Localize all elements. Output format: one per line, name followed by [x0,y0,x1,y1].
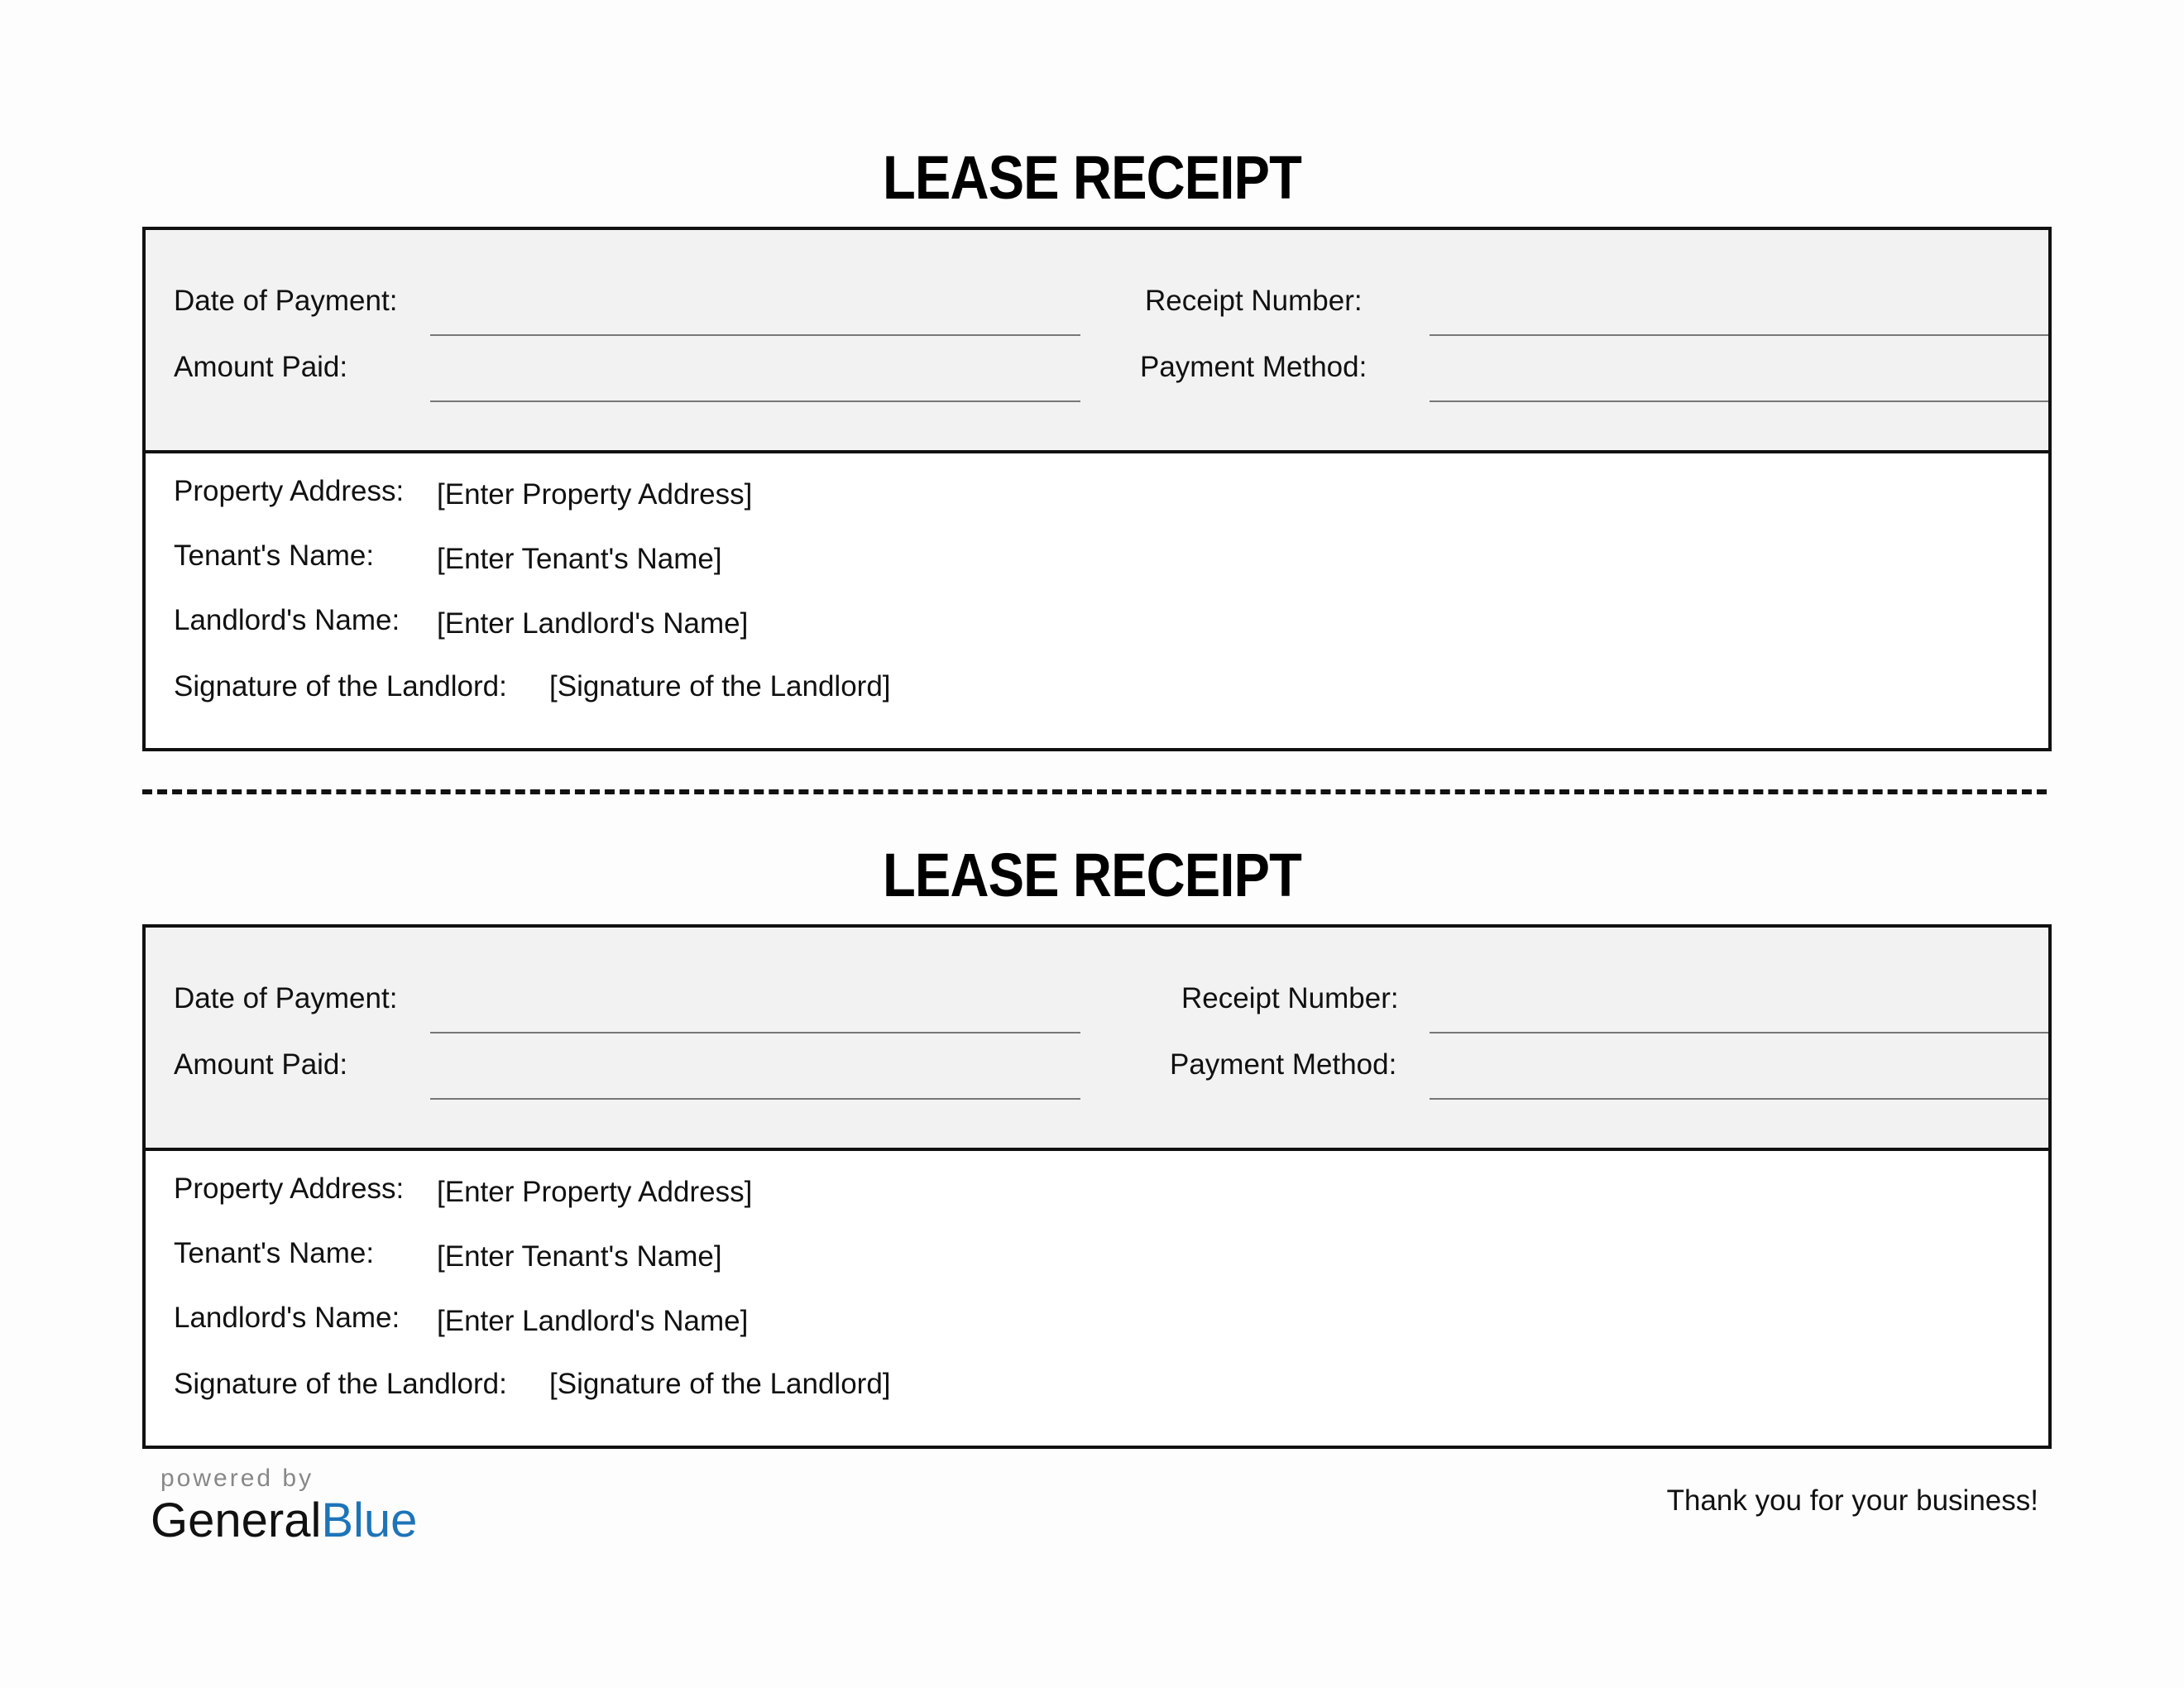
landlord-name-label: Landlord's Name: [174,1302,400,1334]
date-of-payment-label: Date of Payment: [174,285,398,317]
property-address-value[interactable]: [Enter Property Address] [437,478,753,511]
amount-paid-field[interactable] [430,400,1080,402]
receipt-form [142,227,2052,751]
thank-you-note: Thank you for your business! [1666,1484,2038,1517]
generalblue-logo [151,1465,417,1548]
property-address-label: Property Address: [174,475,405,507]
brand-general: General [151,1494,322,1547]
landlord-name-value[interactable]: [Enter Landlord's Name] [437,607,749,640]
tenant-name-label: Tenant's Name: [174,1237,375,1269]
date-of-payment-field[interactable] [430,334,1080,336]
tenant-name-value[interactable]: [Enter Tenant's Name] [437,543,722,575]
details-section [146,453,2048,748]
landlord-signature-label: Signature of the Landlord: [174,1368,507,1400]
details-section [146,1151,2048,1446]
receipt-number-label: Receipt Number: [1145,285,1363,317]
receipt-title: LEASE RECEIPT [883,841,1301,909]
brand-blue: Blue [321,1494,418,1547]
property-address-label: Property Address: [174,1172,405,1205]
receipt-title: LEASE RECEIPT [883,143,1301,212]
cut-line-divider [142,789,2047,794]
amount-paid-field[interactable] [430,1098,1080,1100]
tenant-name-value[interactable]: [Enter Tenant's Name] [437,1240,722,1273]
receipt-number-label: Receipt Number: [1181,982,1399,1014]
payment-method-field[interactable] [1430,400,2048,402]
landlord-signature-value[interactable]: [Signature of the Landlord] [549,1368,891,1400]
receipt-number-field[interactable] [1430,334,2048,336]
landlord-name-value[interactable]: [Enter Landlord's Name] [437,1305,749,1337]
date-of-payment-label: Date of Payment: [174,982,398,1014]
date-of-payment-field[interactable] [430,1032,1080,1033]
landlord-name-label: Landlord's Name: [174,604,400,636]
payment-section [146,230,2048,453]
amount-paid-label: Amount Paid: [174,351,348,383]
tenant-name-label: Tenant's Name: [174,539,375,572]
receipt-number-field[interactable] [1430,1032,2048,1033]
brand-wordmark [151,1493,417,1548]
payment-method-label: Payment Method: [1140,351,1367,383]
powered-by-text: powered by [160,1465,314,1492]
payment-method-label: Payment Method: [1170,1048,1397,1081]
amount-paid-label: Amount Paid: [174,1048,348,1081]
payment-section [146,928,2048,1151]
property-address-value[interactable]: [Enter Property Address] [437,1176,753,1208]
landlord-signature-value[interactable]: [Signature of the Landlord] [549,670,891,703]
landlord-signature-label: Signature of the Landlord: [174,670,507,703]
receipt-form [142,924,2052,1449]
payment-method-field[interactable] [1430,1098,2048,1100]
